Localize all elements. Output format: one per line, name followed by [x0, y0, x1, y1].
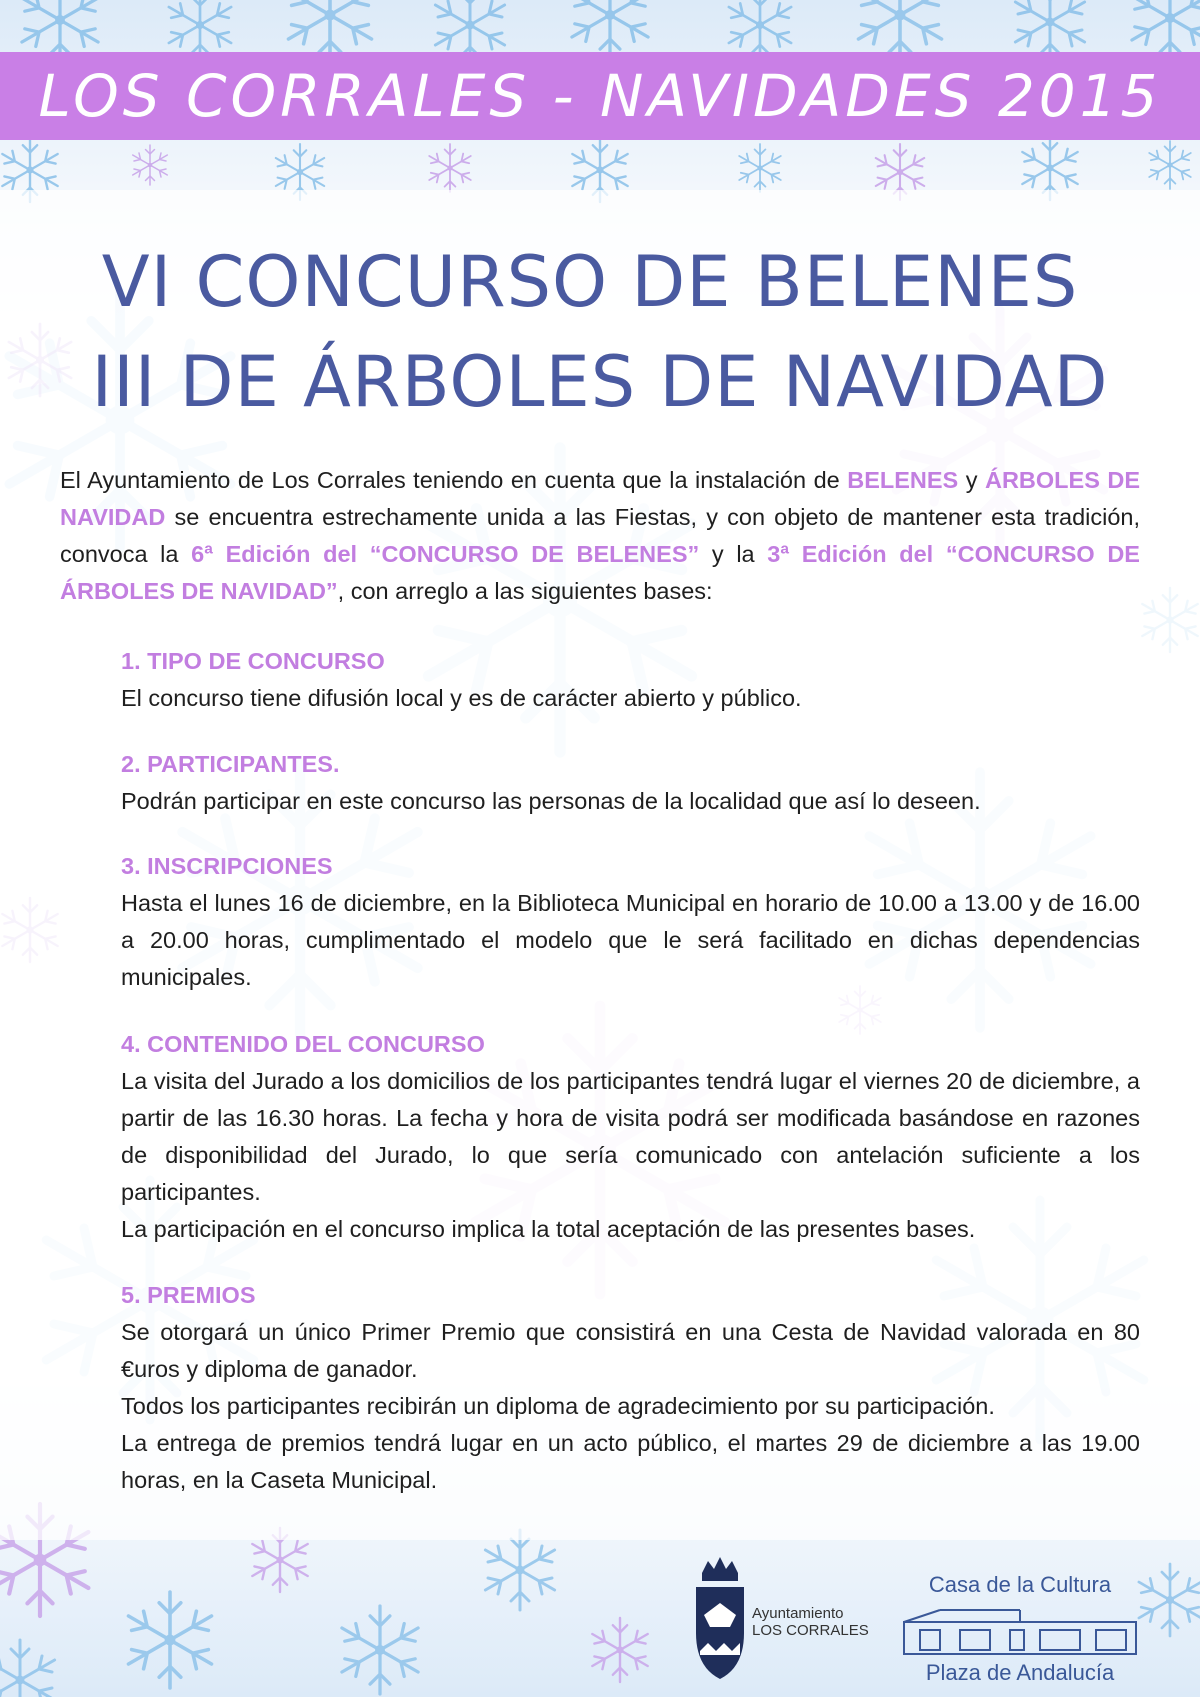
snowflake-icon — [429, 144, 471, 192]
section-paragraph: El concurso tiene difusión local y es de carácter abierto y público. — [121, 685, 802, 711]
snowflake-icon — [0, 1640, 55, 1697]
section-contenido — [121, 1026, 1140, 1248]
section-paragraph: La entrega de premios tendrá lugar en un acto público, el martes 29 de diciembre a las 19.00 horas, en la Caseta Municipal. — [121, 1430, 1140, 1493]
intro-paragraph — [60, 462, 1140, 610]
title-line-2: III DE ÁRBOLES DE NAVIDAD — [91, 341, 1109, 423]
section-heading: 4. CONTENIDO DEL CONCURSO — [121, 1031, 485, 1057]
coat-of-arms-icon — [690, 1555, 750, 1685]
section-inscripciones — [121, 848, 1140, 996]
section-premios — [121, 1277, 1140, 1499]
section-paragraph: La participación en el concurso implica la total aceptación de las presentes bases. — [121, 1216, 976, 1242]
section-heading: 5. PREMIOS — [121, 1282, 256, 1308]
intro-highlight-edition-arboles: 3ª Edición del “CONCURSO DE ÁRBOLES DE NAVIDAD” — [60, 541, 1140, 604]
header-banner — [0, 52, 1200, 140]
intro-text-3: se encuentra estrechamente unida a las Fiestas, y con objeto de mantener esta tradición, convoca la — [60, 504, 1140, 567]
intro-text-2: y — [958, 467, 985, 493]
section-paragraph: Podrán participar en este concurso las personas de la localidad que así lo deseen. — [121, 788, 981, 814]
section-paragraph: Hasta el lunes 16 de diciembre, en la Biblioteca Municipal en horario de 10.00 a 13.00 y de 16.00 a 20.00 horas, cumplimentado el modelo que le será facilitado en dichas dependencias municipales. — [121, 890, 1140, 990]
section-heading: 2. PARTICIPANTES. — [121, 751, 340, 777]
intro-text-4: y la — [699, 541, 768, 567]
casa-cultura-logo — [895, 1572, 1145, 1687]
section-heading: 3. INSCRIPCIONES — [121, 853, 333, 879]
casa-cultura-subtitle: Plaza de Andalucía — [925, 1660, 1115, 1685]
snowflake-icon — [572, 0, 648, 59]
intro-highlight-belenes: BELENES — [847, 467, 959, 493]
snowflake-icon — [128, 1592, 211, 1688]
section-paragraph: La visita del Jurado a los domicilios de los participantes tendrá lugar el viernes 20 de diciembre, a partir de las 16.30 horas. La fecha y hora de visita podrá ser modificada basándose en razones de disponibilidad del Jurado, lo que sería comunicado con antelación suficiente a los participantes. — [121, 1068, 1140, 1205]
snowflake-icon — [133, 145, 168, 185]
snowflake-icon — [1139, 1564, 1200, 1636]
ayuntamiento-line-2: LOS CORRALES — [752, 1622, 869, 1639]
snowflake-icon — [739, 144, 781, 192]
snowflake-icon — [592, 1618, 647, 1682]
intro-text-5: , con arreglo a las siguientes bases: — [337, 578, 713, 604]
section-paragraph: Se otorgará un único Primer Premio que consistirá en una Cesta de Navidad valorada en 80 €uros y diploma de ganador. — [121, 1319, 1140, 1382]
snowflake-icon — [342, 1606, 418, 1694]
snowflake-icon — [485, 1530, 554, 1610]
ayuntamiento-line-1: Ayuntamiento — [752, 1605, 844, 1622]
title-line-1: VI CONCURSO DE BELENES — [101, 241, 1079, 323]
section-participantes — [121, 746, 1140, 820]
section-tipo — [121, 643, 1140, 717]
ayuntamiento-logo — [690, 1555, 890, 1685]
casa-cultura-title: Casa de la Cultura — [928, 1572, 1112, 1597]
section-paragraph: Todos los participantes recibirán un diploma de agradecimiento por su participación. — [121, 1393, 995, 1419]
intro-highlight-arboles: ÁRBOLES DE NAVIDAD — [60, 467, 1141, 530]
intro-highlight-edition-belenes: 6ª Edición del “CONCURSO DE BELENES” — [191, 541, 700, 567]
banner-title: LOS CORRALES - NAVIDADES 2015 — [38, 62, 1162, 130]
ayuntamiento-label — [752, 1605, 869, 1639]
contest-title — [0, 232, 1200, 432]
section-heading: 1. TIPO DE CONCURSO — [121, 648, 385, 674]
building-icon — [900, 1604, 1140, 1656]
snowflake-icon — [1149, 141, 1191, 189]
intro-text-1: El Ayuntamiento de Los Corrales teniendo en cuenta que la instalación de — [60, 467, 848, 493]
